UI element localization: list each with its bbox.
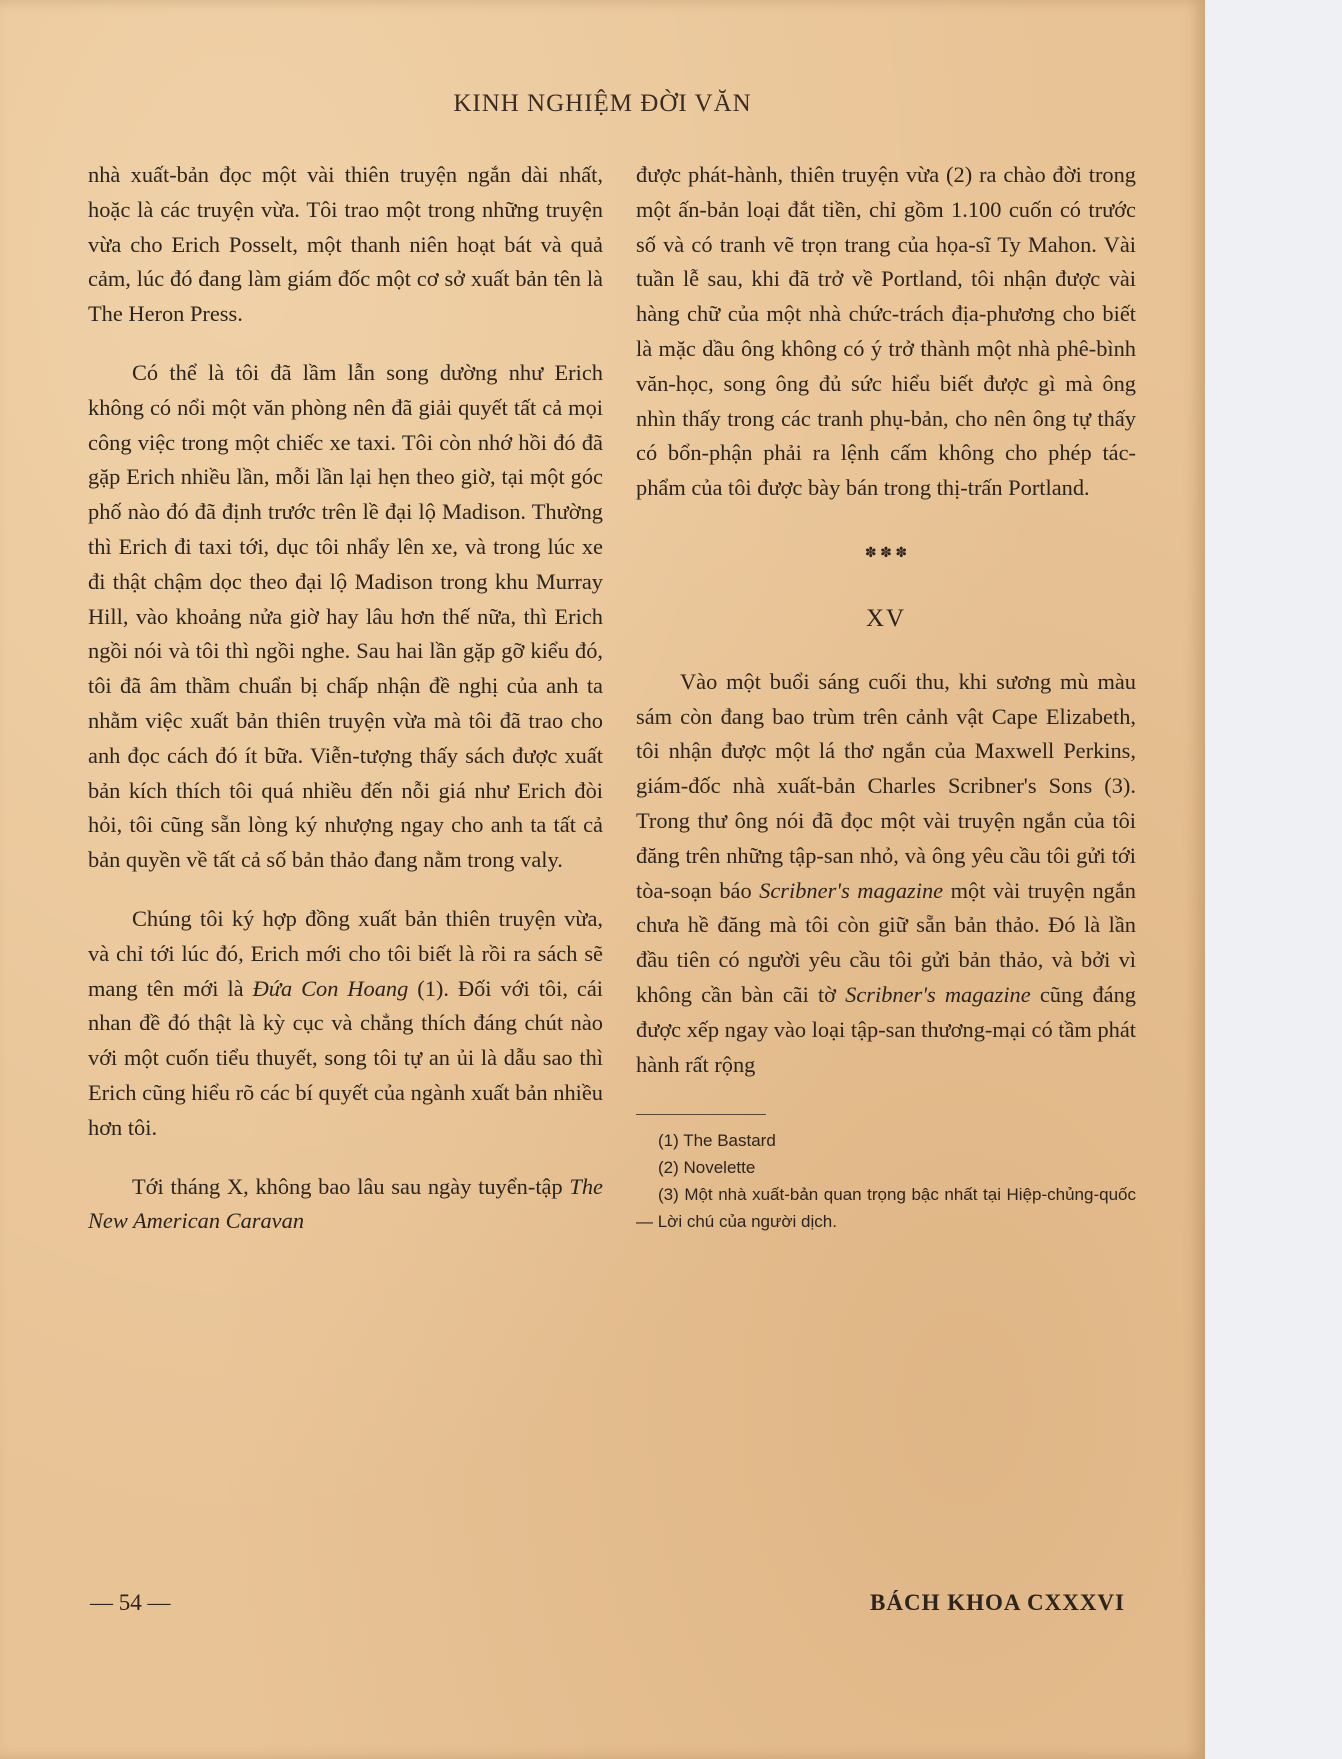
paragraph: Có thể là tôi đã lầm lẫn song dường như Erich không có nổi một văn phòng nên đã giải quyết tất cả mọi công việc trong một chiếc xe taxi. Tôi còn nhớ hồi đó đã gặp Erich nhiều lần, mỗi lần lại hẹn theo giờ, tại một góc phố nào đó đã định trước trên lề đại lộ Madison. Thường thì Erich đi taxi tới, dục tôi nhẩy lên xe, và trong lúc xe đi thật chậm dọc theo đại lộ Madison trong khu Murray Hill, vào khoảng nửa giờ hay lâu hơn thế nữa, thì Erich ngồi nói và tôi thì ngồi nghe. Sau hai lần gặp gỡ kiểu đó, tôi đã âm thầm chuẩn bị chấp nhận đề nghị của anh ta nhằm việc xuất bản thiên truyện vừa mà tôi đã trao cho anh đọc cách đó ít bữa. Viễn-tượng thấy sách được xuất bản kích thích tôi quá nhiều đến nỗi giá như Erich đòi hỏi, tôi cũng sẵn lòng ký nhượng ngay cho anh ta tất cả bản quyền về tất cả số bản thảo đang nằm trong valy. <box>88 359 603 873</box>
text-run: cũng đáng được xếp ngay vào loại tập-san thương-mại có tầm phát hành rất rộng <box>636 981 1136 1077</box>
footnotes <box>636 1127 1136 1235</box>
paragraph: được phát-hành, thiên truyện vừa (2) ra chào đời trong một ấn-bản loại đắt tiền, chỉ gồm 1.100 cuốn có trước số và có tranh vẽ trọn trang của họa-sĩ Ty Mahon. Vài tuần lễ sau, khi đã trở về Portland, tôi nhận được vài hàng chữ của một nhà chức-trách địa-phương cho biết là mặc dầu ông không có ý trở thành một nhà phê-bình văn-học, song ông đủ sức hiểu biết được gì mà ông nhìn thấy trong các tranh phụ-bản, cho nên ông tự thấy có bổn-phận phải ra lệnh cấm không cho phép tác-phẩm của tôi được bày bán trong thị-trấn Portland. <box>636 162 1136 501</box>
footnote: (2) Novelette <box>658 1158 756 1178</box>
right-column <box>636 158 1136 1235</box>
text-run: Tới tháng X, không bao lâu sau ngày tuyển-tập <box>132 1173 570 1199</box>
running-header: KINH NGHIỆM ĐỜI VĂN <box>453 90 752 117</box>
text-run: Vào một buổi sáng cuối thu, khi sương mù màu sám còn đang bao trùm trên cảnh vật Cape Elizabeth, tôi nhận được một lá thơ ngắn của Maxwell Perkins, giám-đốc nhà xuất-bản Charles Scribner's Sons (3). Trong thư ông nói đã đọc một vài truyện ngắn của tôi đăng trên những tập-san nhỏ, và ông yêu cầu tôi gửi tới tòa-soạn báo <box>636 668 1136 903</box>
section-separator: ✽ ✽ ✽ <box>864 545 908 561</box>
magazine-title: Scribner's magazine <box>845 981 1031 1007</box>
footnote: (1) The Bastard <box>658 1131 776 1151</box>
text-run: (1). Đối với tôi, cái nhan đề đó thật là kỳ cục và chẳng thích đáng chút nào với một cuốn tiểu thuyết, song tôi tự an ủi là dẫu sao thì Erich cũng hiểu rõ các bí quyết của ngành xuất bản nhiều hơn tôi. <box>88 975 603 1140</box>
text-run: Chúng tôi ký hợp đồng xuất bản thiên truyện vừa, và chỉ tới lúc đó, Erich mới cho tôi biết là rồi ra sách sẽ mang tên mới là <box>88 905 603 1001</box>
scan-background <box>1205 0 1342 1759</box>
text-run: một vài truyện ngắn chưa hề đăng mà tôi còn giữ sẵn bản thảo. Đó là lần đầu tiên có người yêu cầu tôi gửi bản thảo, và bởi vì không cần bàn cãi tờ <box>636 877 1136 1007</box>
footnote: (3) Một nhà xuất-bản quan trọng bậc nhất tại Hiệp-chủng-quốc — Lời chú của người dịch. <box>636 1185 1136 1232</box>
footnote-divider <box>636 1114 766 1115</box>
paragraph <box>88 902 603 1146</box>
section-heading: XV <box>865 604 907 632</box>
magazine-issue: BÁCH KHOA CXXXVI <box>870 1590 1125 1615</box>
paragraph <box>636 665 1136 1083</box>
book-title: Đứa Con Hoang <box>252 975 409 1001</box>
left-column <box>88 158 603 1239</box>
anthology-title: The New American Caravan <box>88 1173 603 1234</box>
paragraph <box>88 1170 603 1240</box>
paragraph: nhà xuất-bản đọc một vài thiên truyện ngắn dài nhất, hoặc là các truyện vừa. Tôi trao một trong những truyện vừa cho Erich Posselt, một thanh niên hoạt bát và quả cảm, lúc đó đang làm giám đốc một cơ sở xuất bản tên là The Heron Press. <box>88 162 603 327</box>
magazine-title: Scribner's magazine <box>759 877 944 903</box>
page-number: — 54 — <box>90 1590 171 1615</box>
